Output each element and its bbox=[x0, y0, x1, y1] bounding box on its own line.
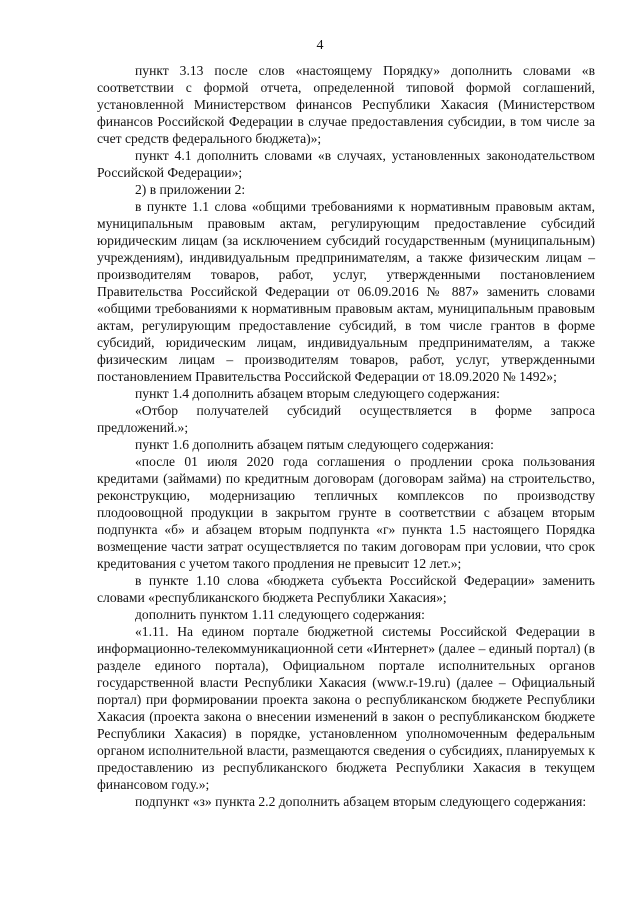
paragraph: пункт 3.13 после слов «настоящему Порядку» дополнить словами «в соответствии с формой отчета, определенной типовой формой соглашений, установленной Министерством финансов Республики Хакасия (Министерством финансов Российской Федерации в случае предоставления субсидии, в том числе за счет средств федерального бюджета)»; bbox=[97, 63, 595, 146]
paragraph: в пункте 1.10 слова «бюджета субъекта Российской Федерации» заменить словами «республиканского бюджета Республики Хакасия»; bbox=[97, 573, 595, 605]
document-body bbox=[97, 62, 595, 810]
paragraph: подпункт «з» пункта 2.2 дополнить абзацем вторым следующего содержания: bbox=[135, 794, 587, 809]
paragraph: «после 01 июля 2020 года соглашения о продлении срока пользования кредитами (займами) по кредитным договорам (договорам займа) на строительство, реконструкцию, модернизацию тепличных комплексов по производству плодоовощной продукции в закрытом грунте в соответствии с абзацем вторым подпункта «б» и абзацем вторым подпункта «г» пункта 1.5 настоящего Порядка возмещение части затрат осуществляется по таким договорам при условии, что срок кредитования с учетом такого продления не превысит 12 лет.»; bbox=[97, 454, 595, 571]
page-number: 4 bbox=[316, 38, 324, 53]
paragraph: 2) в приложении 2: bbox=[135, 182, 246, 197]
paragraph: пункт 1.6 дополнить абзацем пятым следующего содержания: bbox=[135, 437, 494, 452]
paragraph: «1.11. На едином портале бюджетной системы Российской Федерации в информационно-телекоммуникационной сети «Интернет» (далее – единый портал) (в разделе единого портала), Официальном портале исполнительных органов государственной власти Республики Хакасия (www.r-19.ru) (далее – Официальный портал) при формировании проекта закона о республиканском бюджете Республики Хакасия (проекта закона о внесении изменений в закон о республиканском бюджете Республики Хакасия) в порядке, установленном уполномоченным федеральным органом исполнительной власти, размещаются сведения о субсидиях, планируемых к предоставлению из республиканского бюджета Республики Хакасия в текущем финансовом году.»; bbox=[97, 624, 595, 792]
paragraph: в пункте 1.1 слова «общими требованиями к нормативным правовым актам, муниципальным правовым актам, регулирующим предоставление субсидий юридическим лицам (за исключением субсидий государственным (муниципальным) учреждениям), индивидуальным предпринимателям, а также физическим лицам – производителям товаров, работ, услуг, утвержденными постановлением Правительства Российской Федерации от 06.09.2016 № 887» заменить словами «общими требованиями к нормативным правовым актам, муниципальным правовым актам, регулирующим предоставление субсидий, в том числе грантов в форме субсидий, юридическим лицам, индивидуальным предпринимателям, а также физическим лицам – производителям товаров, работ, услуг, утвержденными постановлением Правительства Российской Федерации от 18.09.2020 № 1492»; bbox=[97, 199, 595, 384]
paragraph: «Отбор получателей субсидий осуществляется в форме запроса предложений.»; bbox=[97, 403, 595, 435]
paragraph: дополнить пунктом 1.11 следующего содержания: bbox=[135, 607, 425, 622]
paragraph: пункт 1.4 дополнить абзацем вторым следующего содержания: bbox=[135, 386, 500, 401]
paragraph: пункт 4.1 дополнить словами «в случаях, установленных законодательством Российской Федерации»; bbox=[97, 148, 595, 180]
